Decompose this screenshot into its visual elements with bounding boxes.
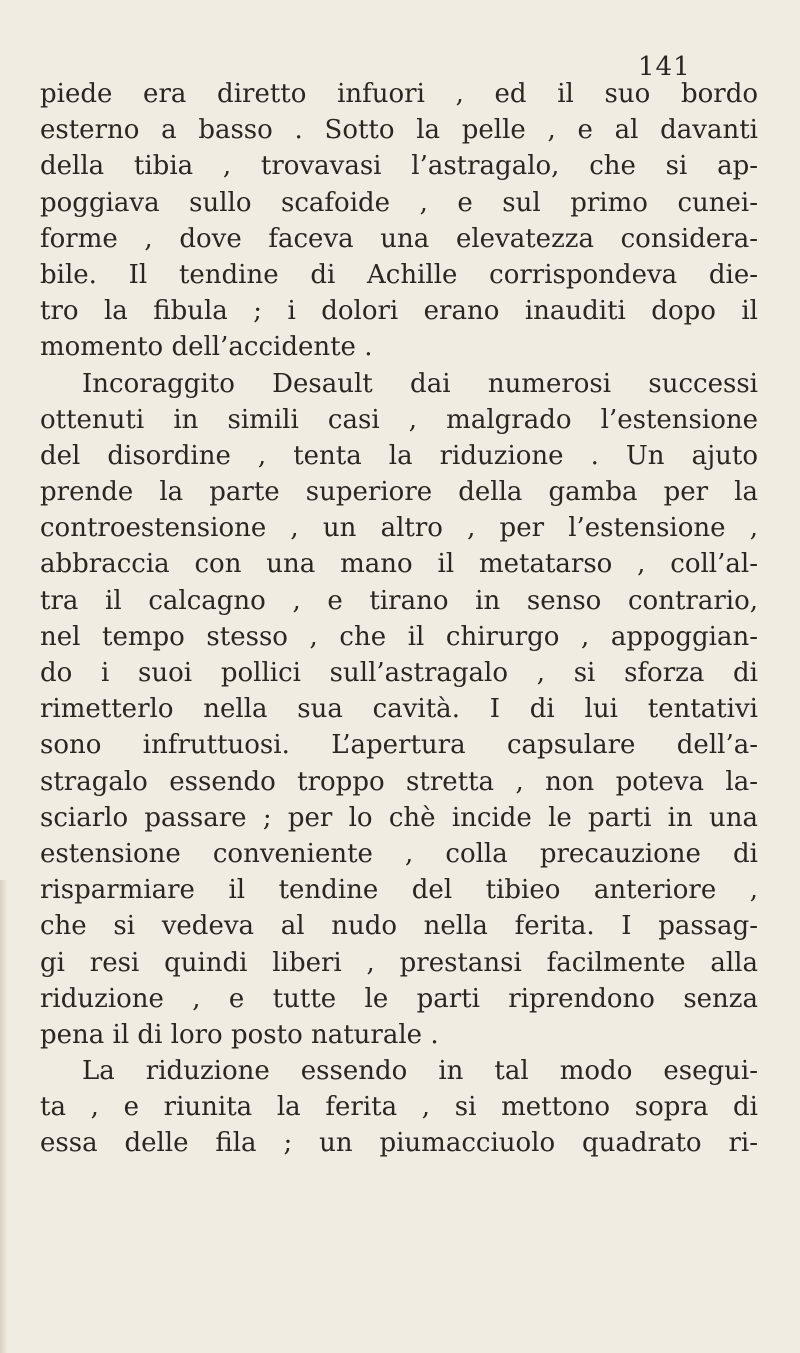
text-line: ottenuti in simili casi , malgrado l’estensione	[40, 404, 758, 435]
text-line: sciarlo passare ; per lo chè incide le parti in una	[40, 802, 758, 833]
text-line: ta , e riunita la ferita , si mettono sopra di	[40, 1092, 758, 1123]
page-number: 141	[638, 52, 691, 82]
text-line: stragalo essendo troppo stretta , non poteva la-	[40, 766, 758, 797]
text-line: del disordine , tenta la riduzione . Un ajuto	[40, 440, 758, 471]
paragraph-start-line: Incoraggito Desault dai numerosi successi	[82, 368, 758, 399]
binding-shadow	[0, 880, 8, 1353]
text-line: abbraccia con una mano il metatarso , coll’al-	[40, 549, 758, 580]
text-line: che si vedeva al nudo nella ferita. I passag-	[40, 911, 758, 942]
text-line: essa delle fila ; un piumacciuolo quadrato ri-	[40, 1128, 758, 1159]
text-line: riduzione , e tutte le parti riprendono senza	[40, 983, 758, 1014]
text-line: della tibia , trovavasi l’astragalo, che si ap-	[40, 151, 758, 182]
text-line: poggiava sullo scafoide , e sul primo cunei-	[40, 187, 758, 218]
text-line: estensione conveniente , colla precauzione di	[40, 838, 758, 869]
text-line: esterno a basso . Sotto la pelle , e al davanti	[40, 115, 758, 146]
text-line: tra il calcagno , e tirano in senso contrario,	[40, 585, 758, 616]
paragraph-end-line: momento dell’accidente .	[40, 332, 373, 363]
paragraph-end-line: pena il di loro posto naturale .	[40, 1019, 439, 1050]
text-line: bile. Il tendine di Achille corrispondeva die-	[40, 259, 758, 290]
text-line: gi resi quindi liberi , prestansi facilmente alla	[40, 947, 758, 978]
text-line: controestensione , un altro , per l’estensione ,	[40, 513, 758, 544]
text-line: tro la fibula ; i dolori erano inauditi dopo il	[40, 296, 758, 327]
text-line: piede era diretto infuori , ed il suo bordo	[40, 79, 758, 109]
text-line: prende la parte superiore della gamba per la	[40, 477, 758, 508]
text-line: risparmiare il tendine del tibieo anteriore ,	[40, 875, 758, 906]
text-line: rimetterlo nella sua cavità. I di lui tentativi	[40, 694, 758, 725]
text-line: do i suoi pollici sull’astragalo , si sforza di	[40, 658, 758, 688]
paragraph-start-line: La riduzione essendo in tal modo esegui-	[82, 1056, 758, 1087]
body-text	[40, 76, 758, 1162]
text-line: nel tempo stesso , che il chirurgo , appoggian-	[40, 621, 758, 652]
text-line: sono infruttuosi. L’apertura capsulare dell’a-	[40, 730, 758, 761]
text-line: forme , dove faceva una elevatezza considera-	[40, 223, 758, 254]
